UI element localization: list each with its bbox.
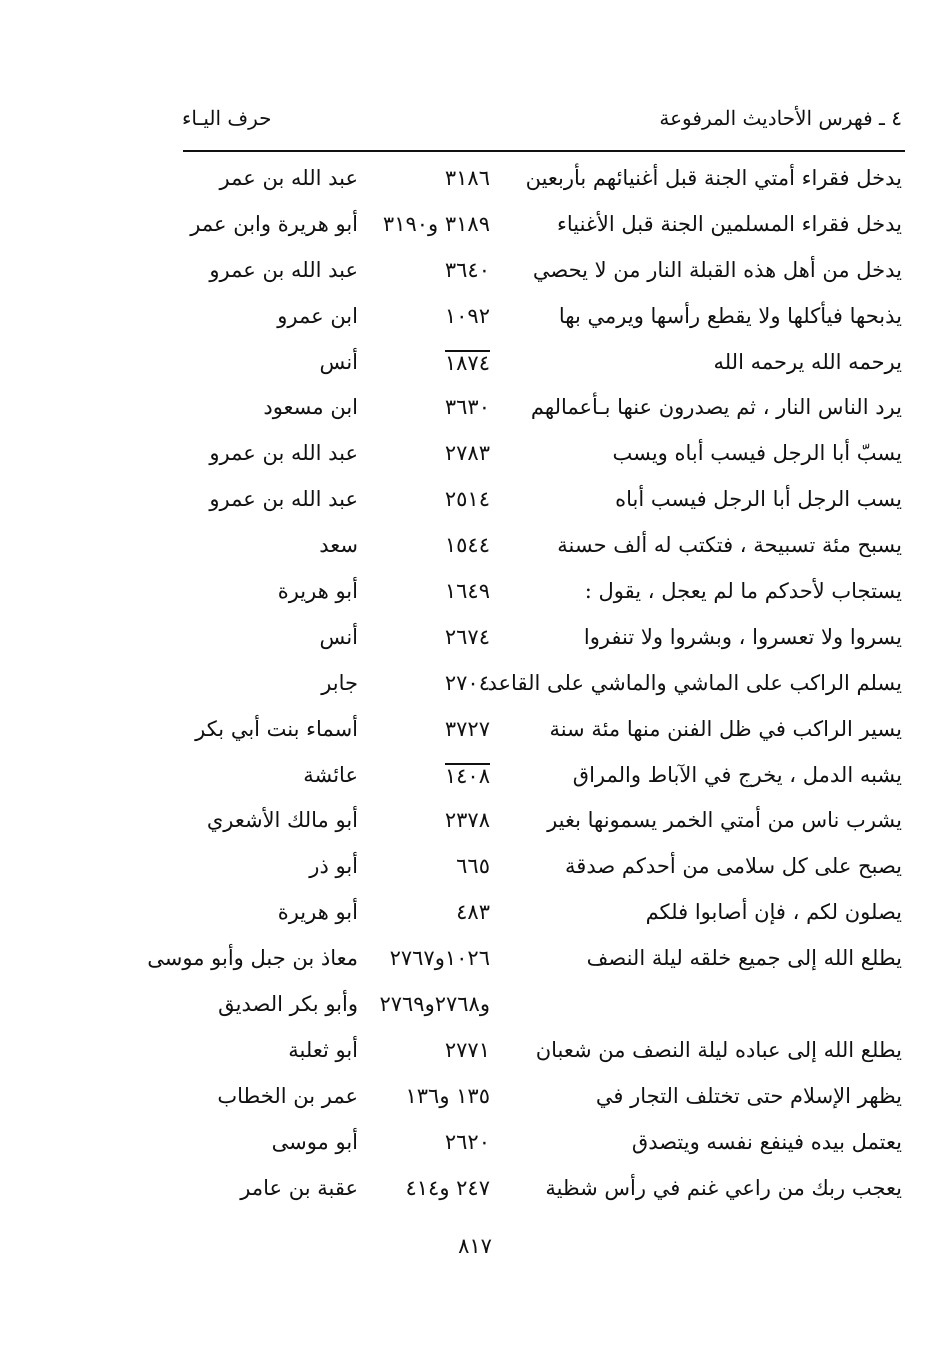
hadith-index-list <box>0 160 950 1215</box>
hadith-number: ١٠٢٦و٢٧٦٧ <box>389 946 490 971</box>
index-row <box>0 1032 950 1078</box>
page-number: ٨١٧ <box>458 1234 492 1258</box>
narrator: أبو هريرة <box>277 579 358 604</box>
hadith-number: ٤٨٣ <box>456 900 490 925</box>
hadith-text: يشرب ناس من أمتي الخمر يسمونها بغير <box>547 808 902 833</box>
hadith-text: يدخل من أهل هذه القبلة النار من لا يحصي <box>532 257 902 282</box>
hadith-text: يعجب ربك من راعي غنم في رأس شظية <box>545 1175 902 1200</box>
index-row <box>0 252 950 298</box>
narrator: أبو موسى <box>271 1129 358 1154</box>
index-row <box>0 298 950 344</box>
header-rule <box>183 150 905 152</box>
hadith-number: ٢٦٧٤ <box>444 624 490 649</box>
hadith-number: ٣١٨٦ <box>444 166 490 190</box>
hadith-number: ١٦٤٩ <box>444 579 490 604</box>
hadith-text: يسروا ولا تعسروا ، وبشروا ولا تنفروا <box>583 624 902 649</box>
narrator: أبو ثعلبة <box>288 1037 358 1062</box>
hadith-number: ٢٤٧ و٤١٤ <box>405 1175 490 1200</box>
index-row <box>0 1124 950 1170</box>
index-row <box>0 206 950 252</box>
hadith-text: يعتمل بيده فينفع نفسه ويتصدق <box>631 1129 902 1154</box>
hadith-number: ٢٧٠٤ <box>444 670 490 695</box>
narrator: أبو هريرة وابن عمر <box>190 211 358 236</box>
hadith-text: يسير الراكب في ظل الفنن منها مئة سنة <box>549 716 902 741</box>
hadith-text: يدخل فقراء المسلمين الجنة قبل الأغنياء <box>556 211 902 236</box>
index-row <box>0 619 950 665</box>
index-row <box>0 527 950 573</box>
hadith-text: يسلم الراكب على الماشي والماشي على القاعد <box>487 670 902 695</box>
index-row <box>0 848 950 894</box>
narrator: عمر بن الخطاب <box>217 1083 358 1108</box>
narrator: معاذ بن جبل وأبو موسى <box>147 946 358 971</box>
index-row <box>0 389 950 435</box>
narrator: عبد الله بن عمر <box>219 166 358 190</box>
index-row <box>0 435 950 481</box>
index-row <box>0 1170 950 1216</box>
hadith-text: يصلون لكم ، فإن أصابوا فلكم <box>645 900 902 925</box>
hadith-text: يسب الرجل أبا الرجل فيسب أباه <box>615 487 902 512</box>
index-row <box>0 481 950 527</box>
narrator: وأبو بكر الصديق <box>218 992 358 1017</box>
hadith-number: ٢٧٨٣ <box>444 441 490 466</box>
index-row <box>0 344 950 390</box>
hadith-text: يطلع الله إلى عباده ليلة النصف من شعبان <box>535 1037 902 1062</box>
hadith-text: يدخل فقراء أمتي الجنة قبل أغنيائهم بأربعين <box>525 166 902 190</box>
index-row <box>0 160 950 206</box>
narrator: ابن عمرو <box>277 303 358 328</box>
hadith-number: ٣١٨٩ و٣١٩٠ <box>382 211 490 236</box>
index-row <box>0 802 950 848</box>
hadith-number: ٣٦٤٠ <box>444 257 490 282</box>
index-row <box>0 1078 950 1124</box>
hadith-text: يسبّ أبا الرجل فيسب أباه ويسب <box>612 441 902 466</box>
hadith-number: ١٥٤٤ <box>444 533 490 558</box>
hadith-number: و٢٧٦٨و٢٧٦٩ <box>379 992 490 1017</box>
narrator: عبد الله بن عمرو <box>209 487 358 512</box>
index-row <box>0 665 950 711</box>
narrator: جابر <box>321 670 358 695</box>
hadith-text: يسبح مئة تسبيحة ، فتكتب له ألف حسنة <box>557 533 902 558</box>
hadith-text: يستجاب لأحدكم ما لم يعجل ، يقول : <box>584 579 902 604</box>
narrator: ابن مسعود <box>263 395 358 420</box>
narrator: عبد الله بن عمرو <box>209 441 358 466</box>
hadith-text: يرحمه الله يرحمه الله <box>713 349 902 374</box>
index-row-continuation <box>0 986 950 1032</box>
letter-title: حرف اليـاء <box>182 106 272 130</box>
hadith-number: ١٤٠٨ <box>444 763 490 788</box>
hadith-text: يطلع الله إلى جميع خلقه ليلة النصف <box>586 946 902 971</box>
index-row <box>0 573 950 619</box>
index-row <box>0 711 950 757</box>
hadith-number: ٢٣٧٨ <box>444 808 490 833</box>
narrator: عبد الله بن عمرو <box>209 257 358 282</box>
hadith-text: يظهر الإسلام حتى تختلف التجار في <box>595 1083 902 1108</box>
hadith-number: ٢٦٢٠ <box>444 1129 490 1154</box>
hadith-number: ١٨٧٤ <box>444 350 490 375</box>
narrator: أبو هريرة <box>277 900 358 925</box>
hadith-number: ١٠٩٢ <box>444 303 490 328</box>
hadith-number: ١٣٥ و١٣٦ <box>405 1083 490 1108</box>
hadith-number: ٦٦٥ <box>456 854 490 879</box>
narrator: أنس <box>319 624 358 649</box>
narrator: أنس <box>319 349 358 374</box>
index-row <box>0 894 950 940</box>
hadith-number: ٢٧٧١ <box>444 1037 490 1062</box>
hadith-number: ٣٧٢٧ <box>444 716 490 741</box>
narrator: عائشة <box>303 762 358 787</box>
hadith-text: يرد الناس النار ، ثم يصدرون عنها بـأعمالهم <box>530 395 902 420</box>
section-title: ٤ ـ فهرس الأحاديث المرفوعة <box>659 106 902 130</box>
hadith-text: يشبه الدمل ، يخرج في الآباط والمراق <box>572 762 902 787</box>
narrator: أبو ذر <box>309 854 358 879</box>
hadith-text: يذبحها فيأكلها ولا يقطع رأسها ويرمي بها <box>558 303 902 328</box>
narrator: أبو مالك الأشعري <box>206 808 358 833</box>
index-row <box>0 940 950 986</box>
hadith-number: ٢٥١٤ <box>444 487 490 512</box>
narrator: سعد <box>319 533 358 558</box>
index-row <box>0 757 950 803</box>
narrator: عقبة بن عامر <box>240 1175 358 1200</box>
hadith-text: يصبح على كل سلامى من أحدكم صدقة <box>565 854 902 879</box>
hadith-number: ٣٦٣٠ <box>444 395 490 420</box>
narrator: أسماء بنت أبي بكر <box>195 716 358 741</box>
